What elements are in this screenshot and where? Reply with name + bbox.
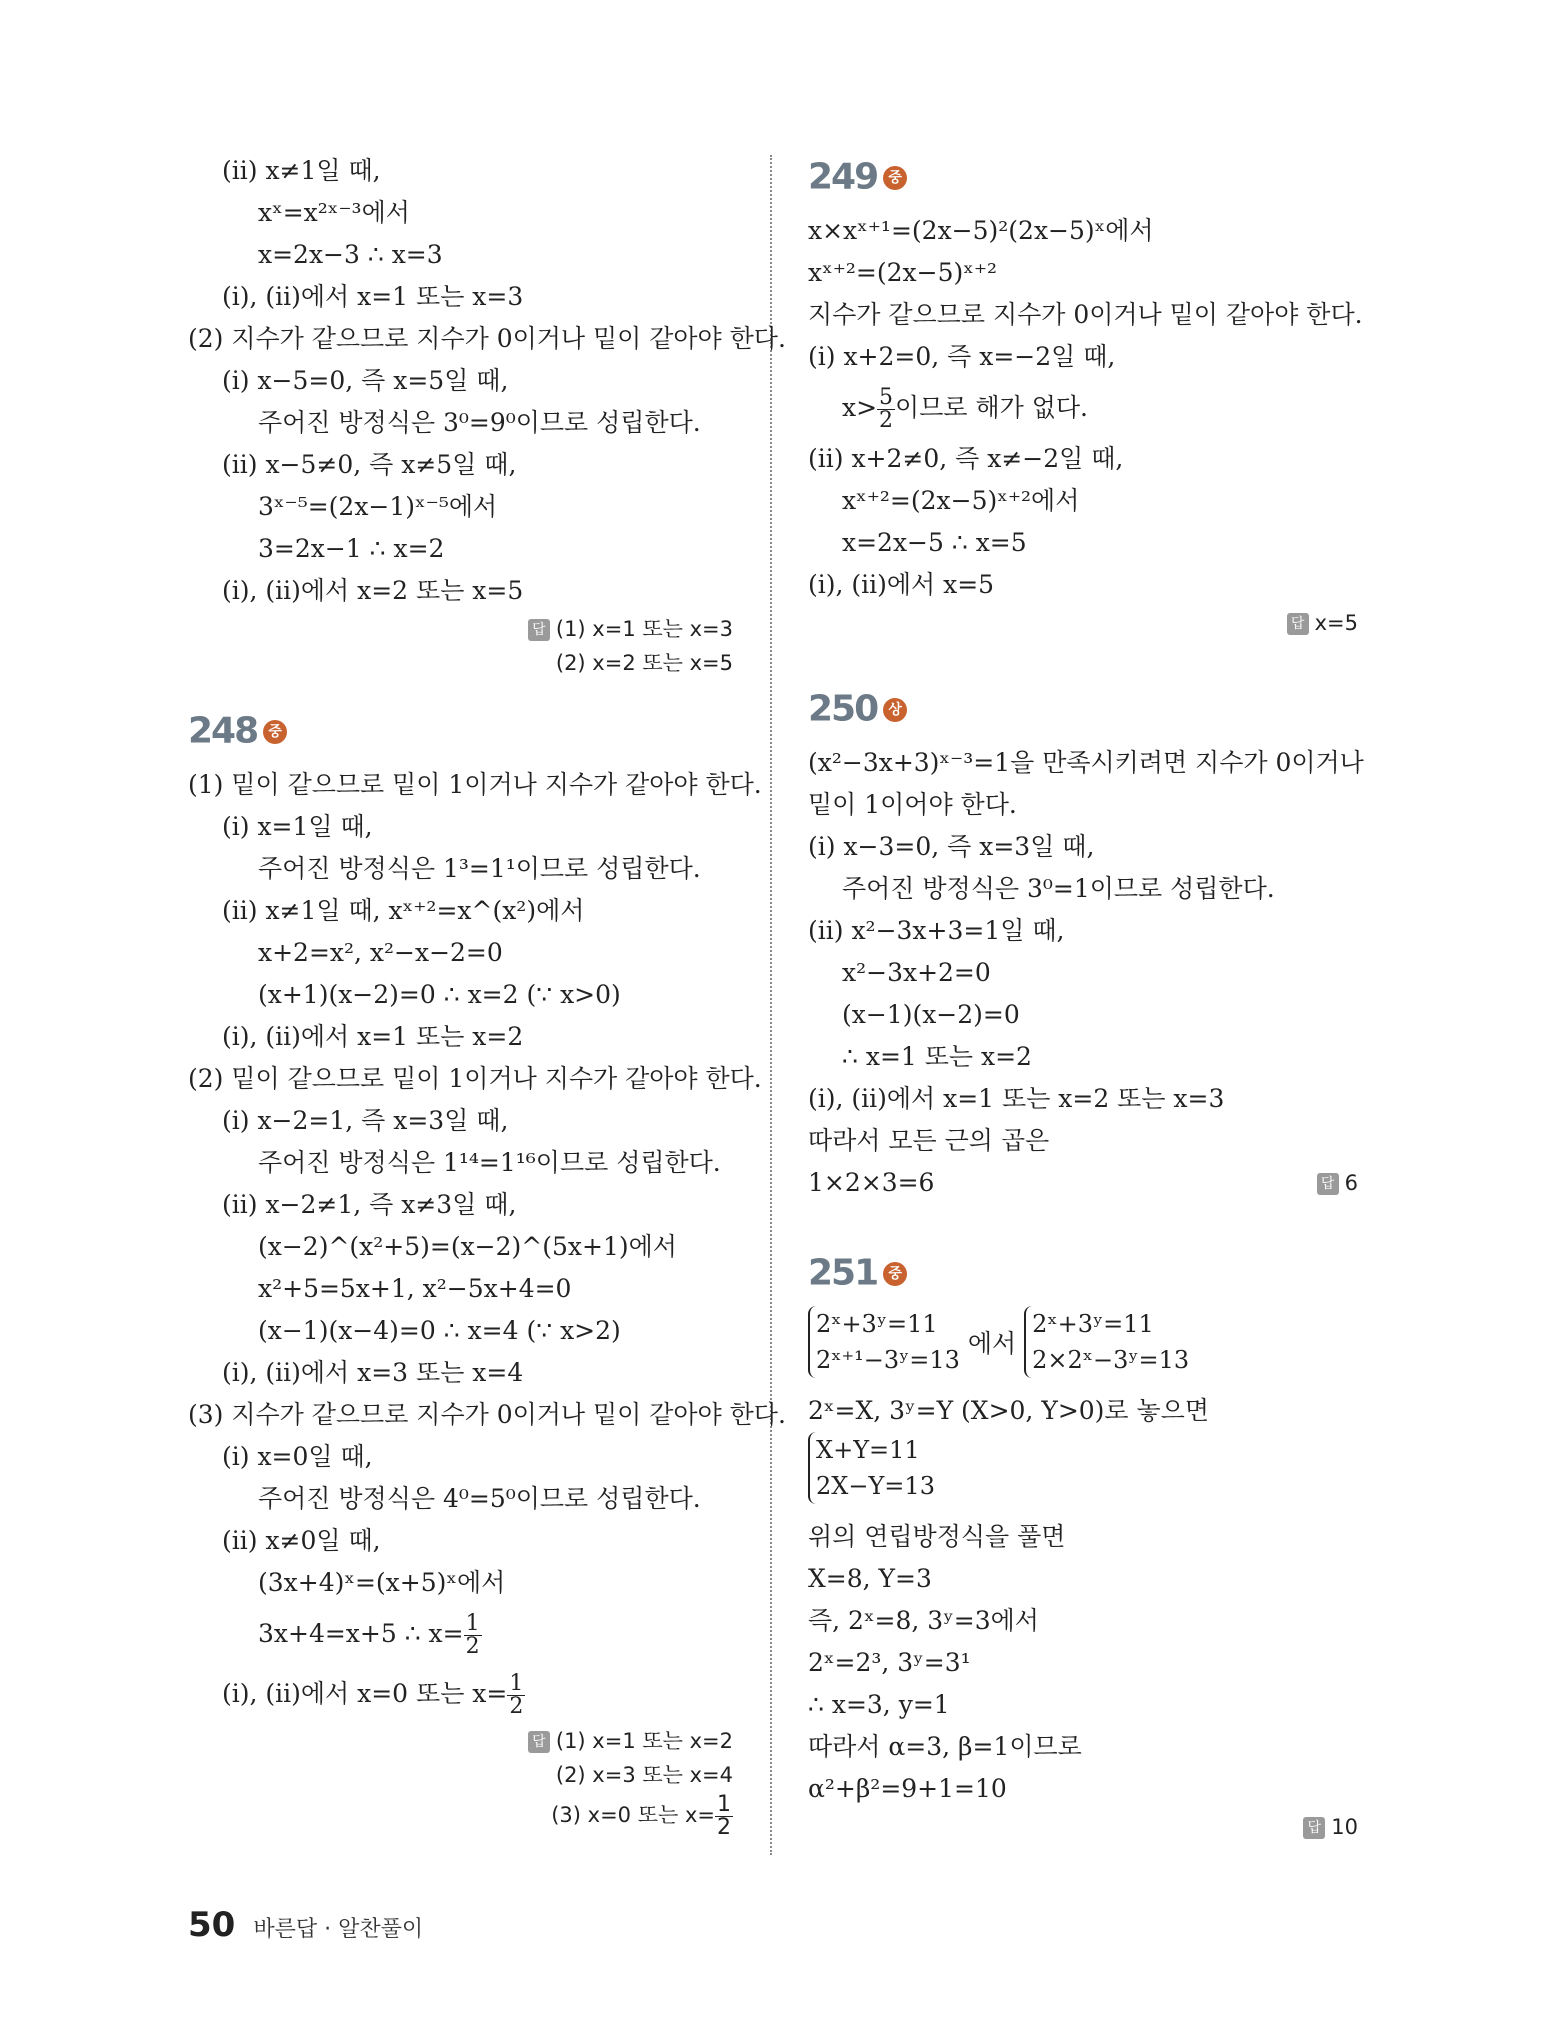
equation-system-2: 2ˣ+3ʸ=11 2×2ˣ−3ʸ=13 xyxy=(1024,1306,1189,1378)
text-line: (2) 지수가 같으므로 지수가 0이거나 밑이 같아야 한다. xyxy=(188,324,786,353)
text-line: 지수가 같으므로 지수가 0이거나 밑이 같아야 한다. xyxy=(808,300,1363,329)
answer-248-1: 답 (1) x=1 또는 x=2 xyxy=(188,1724,733,1758)
text-line: 따라서 모든 근의 곱은 xyxy=(808,1126,1050,1155)
text-line: (ⅰ), (ⅱ)에서 x=5 xyxy=(808,570,995,599)
text-line: ∴ x=1 또는 x=2 xyxy=(842,1042,1032,1071)
text-line: 주어진 방정식은 3⁰=1이므로 성립한다. xyxy=(842,874,1275,903)
text-line: 주어진 방정식은 1¹⁴=1¹⁶이므로 성립한다. xyxy=(258,1148,721,1177)
text-line: (ⅱ) x≠1일 때, xˣ⁺²=x^(x²)에서 xyxy=(222,896,585,925)
text-line: (ⅱ) x≠0일 때, xyxy=(222,1526,381,1555)
text-line: (ⅰ), (ⅱ)에서 x=1 또는 x=2 xyxy=(222,1022,524,1051)
answer-248-3: (3) x=0 또는 x= $\frac{1}{2}$ xyxy=(551,1791,731,1840)
footer-title: 바른답 · 알찬풀이 xyxy=(253,1917,424,1942)
answer-251: 답 10 xyxy=(808,1810,1358,1844)
text-line: xˣ=x²ˣ⁻³에서 xyxy=(258,198,410,227)
text-line: x=2x−3 ∴ x=3 xyxy=(258,240,443,269)
text-line: (ⅰ) x−2=1, 즉 x=3일 때, xyxy=(222,1106,509,1135)
text-line: 2ˣ=2³, 3ʸ=3¹ xyxy=(808,1648,971,1677)
problem-251-header xyxy=(808,1244,1358,1300)
text-line: X=8, Y=3 xyxy=(808,1564,932,1593)
text-line: 주어진 방정식은 3⁰=9⁰이므로 성립한다. xyxy=(258,408,701,437)
text-line: 주어진 방정식은 4⁰=5⁰이므로 성립한다. xyxy=(258,1484,701,1513)
text-line: (x−2)^(x²+5)=(x−2)^(5x+1)에서 xyxy=(258,1232,677,1261)
text-line: (ⅱ) x+2≠0, 즉 x≠−2일 때, xyxy=(808,444,1124,473)
fraction: $\frac{1}{2}$ xyxy=(717,1791,731,1840)
text-line: (ⅰ), (ⅱ)에서 x=1 또는 x=3 xyxy=(222,282,524,311)
equation-system-1: 2ˣ+3ʸ=11 2ˣ⁺¹−3ʸ=13 xyxy=(808,1306,960,1378)
text-line: (ⅰ) x−3=0, 즉 x=3일 때, xyxy=(808,832,1095,861)
text-line: α²+β²=9+1=10 xyxy=(808,1774,1007,1803)
answer-badge: 답 xyxy=(1303,1817,1325,1839)
text-line: (x−1)(x−2)=0 xyxy=(842,1000,1020,1029)
text-line: (2) 밑이 같으므로 밑이 1이거나 지수가 같아야 한다. xyxy=(188,1064,762,1093)
system-of-equations: 2ˣ+3ʸ=11 2ˣ⁺¹−3ʸ=13 에서 2ˣ+3ʸ=11 2×2ˣ−3ʸ=13 xyxy=(808,1306,1358,1390)
answer-250: 답 6 xyxy=(1317,1166,1358,1200)
text-line: (x+1)(x−2)=0 ∴ x=2 (∵ x>0) xyxy=(258,980,621,1009)
answer-badge: 답 xyxy=(528,1731,550,1753)
problem-number: 250 xyxy=(808,688,878,730)
text-line: xˣ⁺²=(2x−5)ˣ⁺²에서 xyxy=(842,486,1080,515)
text-line: (ⅰ), (ⅱ)에서 x=1 또는 x=2 또는 x=3 xyxy=(808,1084,1225,1113)
left-column xyxy=(188,150,786,1840)
text-line: x=2x−5 ∴ x=5 xyxy=(842,528,1027,557)
answer-badge: 답 xyxy=(1287,613,1309,635)
text-line: (ⅰ), (ⅱ)에서 x=2 또는 x=5 xyxy=(222,576,524,605)
text-line: x²+5=5x+1, x²−5x+4=0 xyxy=(258,1274,572,1303)
column-divider xyxy=(770,155,772,1855)
text-line: 위의 연립방정식을 풀면 xyxy=(808,1522,1066,1551)
fraction: $\frac{1}{2}$ xyxy=(509,1671,524,1719)
problem-number: 249 xyxy=(808,156,878,198)
problem-number: 248 xyxy=(188,710,258,752)
page-number: 50 xyxy=(188,1905,236,1945)
text-line: 즉, 2ˣ=8, 3ʸ=3에서 xyxy=(808,1606,1039,1635)
text-line: x²−3x+2=0 xyxy=(842,958,991,987)
system-of-equations xyxy=(808,1432,1358,1516)
text-line: (ⅰ), (ⅱ)에서 x=3 또는 x=4 xyxy=(222,1358,524,1387)
text-line: (ⅱ) x−2≠1, 즉 x≠3일 때, xyxy=(222,1190,517,1219)
fraction-line: (ⅰ), (ⅱ)에서 x=0 또는 x= $\frac{1}{2}$ xyxy=(222,1671,524,1719)
text-line: (ⅱ) x²−3x+3=1일 때, xyxy=(808,916,1065,945)
text-line: 밑이 1이어야 한다. xyxy=(808,790,1017,819)
text-line: x+2=x², x²−x−2=0 xyxy=(258,938,503,967)
difficulty-badge: 중 xyxy=(263,720,287,744)
text-line: 주어진 방정식은 1³=1¹이므로 성립한다. xyxy=(258,854,701,883)
text-line: (ⅱ) x−5≠0, 즉 x≠5일 때, xyxy=(222,450,517,479)
fraction: $\frac{5}{2}$ xyxy=(879,385,894,433)
answer-badge: 답 xyxy=(1317,1173,1339,1195)
problem-250-header xyxy=(808,680,1358,736)
equation-system-3: X+Y=11 2X−Y=13 xyxy=(808,1432,935,1504)
fraction: $\frac{1}{2}$ xyxy=(465,1611,480,1659)
text-line: (ⅰ) x=0일 때, xyxy=(222,1442,373,1471)
answer-248-2: (2) x=3 또는 x=4 xyxy=(555,1763,733,1787)
difficulty-badge: 상 xyxy=(883,698,907,722)
difficulty-badge: 중 xyxy=(883,1262,907,1286)
difficulty-badge: 중 xyxy=(883,166,907,190)
text-line: (1) 밑이 같으므로 밑이 1이거나 지수가 같아야 한다. xyxy=(188,770,762,799)
answer-247-2: (2) x=2 또는 x=5 xyxy=(555,651,733,675)
text-line: 2ˣ=X, 3ʸ=Y (X>0, Y>0)로 놓으면 xyxy=(808,1396,1209,1425)
text-line: 1×2×3=6 답 6 xyxy=(808,1162,1358,1204)
answer-249: 답 x=5 xyxy=(808,606,1358,640)
text-line: (ⅰ) x+2=0, 즉 x=−2일 때, xyxy=(808,342,1116,371)
fraction-line: 3x+4=x+5 ∴ x= $\frac{1}{2}$ xyxy=(258,1611,480,1659)
text-line: (ⅱ) x≠1일 때, xyxy=(222,156,381,185)
answer-247: 답 (1) x=1 또는 x=3 xyxy=(188,612,733,646)
text-line: (3x+4)ˣ=(x+5)ˣ에서 xyxy=(258,1568,506,1597)
page-footer xyxy=(188,1905,423,1945)
text-line: (ⅰ) x=1일 때, xyxy=(222,812,373,841)
text-line: (3) 지수가 같으므로 지수가 0이거나 밑이 같아야 한다. xyxy=(188,1400,786,1429)
problem-number: 251 xyxy=(808,1252,878,1294)
text-line: ∴ x=3, y=1 xyxy=(808,1690,950,1719)
text-line: (ⅰ) x−5=0, 즉 x=5일 때, xyxy=(222,366,509,395)
text-line: xˣ⁺²=(2x−5)ˣ⁺² xyxy=(808,258,998,287)
right-column xyxy=(808,148,1364,1844)
text-line: 따라서 α=3, β=1이므로 xyxy=(808,1732,1082,1761)
problem-248-header xyxy=(188,702,733,758)
fraction-line: x> $\frac{5}{2}$ 이므로 해가 없다. xyxy=(842,385,1088,433)
answer-badge: 답 xyxy=(528,619,550,641)
text-line: (x−1)(x−4)=0 ∴ x=4 (∵ x>2) xyxy=(258,1316,621,1345)
text-line: 3ˣ⁻⁵=(2x−1)ˣ⁻⁵에서 xyxy=(258,492,498,521)
problem-249-header xyxy=(808,148,1358,204)
text-line: 3=2x−1 ∴ x=2 xyxy=(258,534,445,563)
text-line: (x²−3x+3)ˣ⁻³=1을 만족시키려면 지수가 0이거나 xyxy=(808,748,1364,777)
text-line: x×xˣ⁺¹=(2x−5)²(2x−5)ˣ에서 xyxy=(808,216,1154,245)
